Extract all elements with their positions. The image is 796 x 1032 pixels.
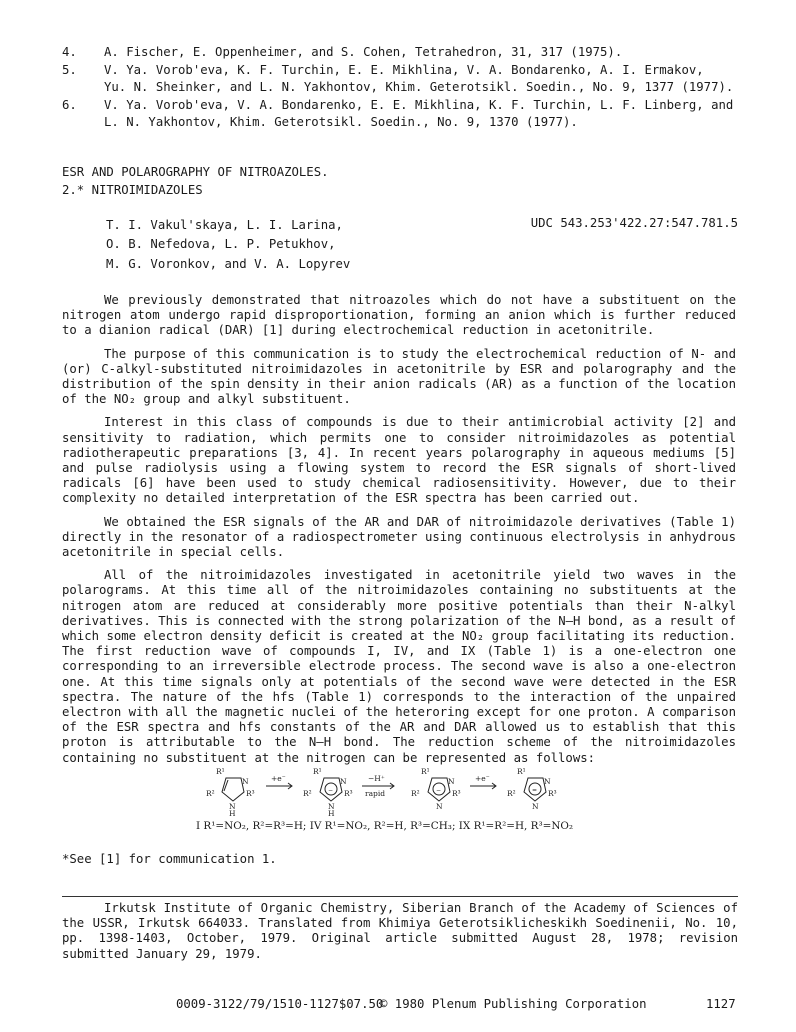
page-number: 1127 <box>706 997 736 1011</box>
substituent-r3: R³ <box>246 789 255 798</box>
reference-text: V. Ya. Vorob'eva, V. A. Bondarenko, E. E. Mikhlina, K. F. Turchin, L. F. Linberg, and L. N. Yakhontov, Khim. Geterotsikl. Soedin., No. 9, 1370 (1977). <box>104 97 734 130</box>
body-paragraph: We obtained the ESR signals of the AR and DAR of nitroimidazole derivatives (Table 1) directly in the resonator of a radiospectrometer using continuous electrolysis in anhydrous acetonitrile in special cells. <box>62 514 736 560</box>
substituent-r2: R² <box>303 789 312 798</box>
ring-nitrogen: N <box>340 777 347 786</box>
charge-sign: − <box>328 787 334 794</box>
substituent-r2: R² <box>507 789 516 798</box>
ring-nitrogen: N <box>448 777 455 786</box>
article-title: ESR AND POLAROGRAPHY OF NITROAZOLES. <box>62 165 329 179</box>
reference-item <box>62 44 762 62</box>
reference-item <box>62 97 762 132</box>
arrow-label: +e⁻ <box>271 774 286 783</box>
udc-code: UDC 543.253'422.27:547.781.5 <box>530 216 738 230</box>
issn-code: 0009-3122/79/1510-1127$07.50 <box>176 997 384 1011</box>
ring-nitrogen: N <box>436 802 443 811</box>
substituent-r1: R¹ <box>313 767 322 776</box>
substituent-r1: R¹ <box>216 767 225 776</box>
substituent-r3: R³ <box>344 789 353 798</box>
substituent-r3: R³ <box>548 789 557 798</box>
ring-nitrogen: N <box>328 802 335 811</box>
ring-nitrogen: N <box>242 777 249 786</box>
substituent-r3: R³ <box>452 789 461 798</box>
ring-nitrogen: N <box>532 802 539 811</box>
reference-number: 4. <box>62 45 77 59</box>
charge-sign: = <box>532 787 538 794</box>
reference-number: 5. <box>62 62 77 77</box>
scheme-caption: I R¹=NO₂, R²=R³=H; IV R¹=NO₂, R²=H, R³=CH₃; IX R¹=R²=H, R³=NO₂ <box>196 820 574 832</box>
ring-nitrogen: N <box>544 777 551 786</box>
reference-item <box>62 62 762 97</box>
ring-nitrogen: N <box>229 802 236 811</box>
imidazole-ring <box>222 778 244 801</box>
substituent-r1: R¹ <box>421 767 430 776</box>
arrow-label: −H⁺ <box>368 774 385 783</box>
arrow-label: +e⁻ <box>475 774 490 783</box>
article-body <box>62 293 736 774</box>
substituent-r1: R¹ <box>517 767 526 776</box>
substituent-r2: R² <box>411 789 420 798</box>
reference-text: V. Ya. Vorob'eva, K. F. Turchin, E. E. Mikhlina, V. A. Bondarenko, A. I. Ermakov, Yu. N. Sheinker, and L. N. Yakhontov, Khim. Geterotsikl. Soedin., No. 9, 1377 (1977). <box>104 62 734 95</box>
reduction-scheme <box>196 762 616 818</box>
copyright-notice: © 1980 Plenum Publishing Corporation <box>380 997 647 1011</box>
nh-hydrogen: H <box>229 809 236 818</box>
arrow-label: rapid <box>365 789 386 798</box>
affiliation-note: Irkutsk Institute of Organic Chemistry, Siberian Branch of the Academy of Sciences of the USSR, Irkutsk 664033. Translated from Khimiya Geterotsiklicheskikh Soedinenii, No. 10, pp. 1398-1403, October, 1979. Original article submitted August 28, 1978; revision submitted January 29, 1979. <box>62 901 738 961</box>
body-paragraph: The purpose of this communication is to study the electrochemical reduction of N- and (or) C-alkyl-substituted nitroimidazoles in acetonitrile by ESR and polarography and the distribution of the spin density in their anion radicals (AR) as a function of the location of the NO₂ group and alkyl substituent. <box>62 346 736 407</box>
reference-list <box>62 44 762 132</box>
reference-text: A. Fischer, E. Oppenheimer, and S. Cohen, Tetrahedron, 31, 317 (1975). <box>104 45 623 59</box>
body-paragraph: Interest in this class of compounds is due to their antimicrobial activity [2] and sensitivity to radiation, which permits one to consider nitroimidazoles as potential radiotherapeutic preparations [3, 4]. In recent years polarography in aqueous mediums [5] and pulse radiolysis using a flowing system to record the ESR signals of short-lived radicals [6] have been used to study chemical radiosensitivity. However, due to their complexity no detailed interpretation of the ESR spectra has been carried out. <box>62 415 736 506</box>
reference-number: 6. <box>62 97 77 112</box>
body-paragraph: We previously demonstrated that nitroazoles which do not have a substituent on the nitrogen atom undergo rapid disproportionation, forming an anion which is further reduced to a dianion radical (DAR) [1] during electrochemical reduction in acetonitrile. <box>62 293 736 338</box>
reaction-scheme-drawing <box>196 762 616 818</box>
body-paragraph: All of the nitroimidazoles investigated in acetonitrile yield two waves in the polarograms. At this time all of the nitroimidazoles containing no substituents at the nitrogen atom are reduced at considerably more positive potentials than their N-alkyl derivatives. This is connected with the strong polarization of the N—H bond, as a result of which some electron density deficit is created at the NO₂ group facilitating its reduction. The first reduction wave of compounds I, IV, and IX (Table 1) is a one-electron one corresponding to an irreversible electrode process. The second wave is also a one-electron one. At this time signals only at potentials of the second wave were detected in the ESR spectra. The nature of the hfs (Table 1) corresponds to the interaction of the unpaired electron with all the magnetic nuclei of the heteroring except for one proton. A comparison of the ESR spectra and hfs constants of the AR and DAR allowed us to establish that this proton is attributable to the N—H bond. The reduction scheme of the nitroimidazoles containing no substituent at the nitrogen can be represented as follows: <box>62 568 736 765</box>
article-subtitle: 2.* NITROIMIDAZOLES <box>62 182 203 197</box>
footer-divider <box>62 896 738 897</box>
article-heading <box>62 164 329 199</box>
charge-sign: − <box>436 787 442 794</box>
author-list: T. I. Vakul'skaya, L. I. Larina, O. B. Nefedova, L. P. Petukhov, M. G. Voronkov, and V. A. Lopyrev <box>106 218 351 271</box>
footnote: *See [1] for communication 1. <box>62 852 277 866</box>
substituent-r2: R² <box>206 789 215 798</box>
nh-hydrogen: H <box>328 809 335 818</box>
